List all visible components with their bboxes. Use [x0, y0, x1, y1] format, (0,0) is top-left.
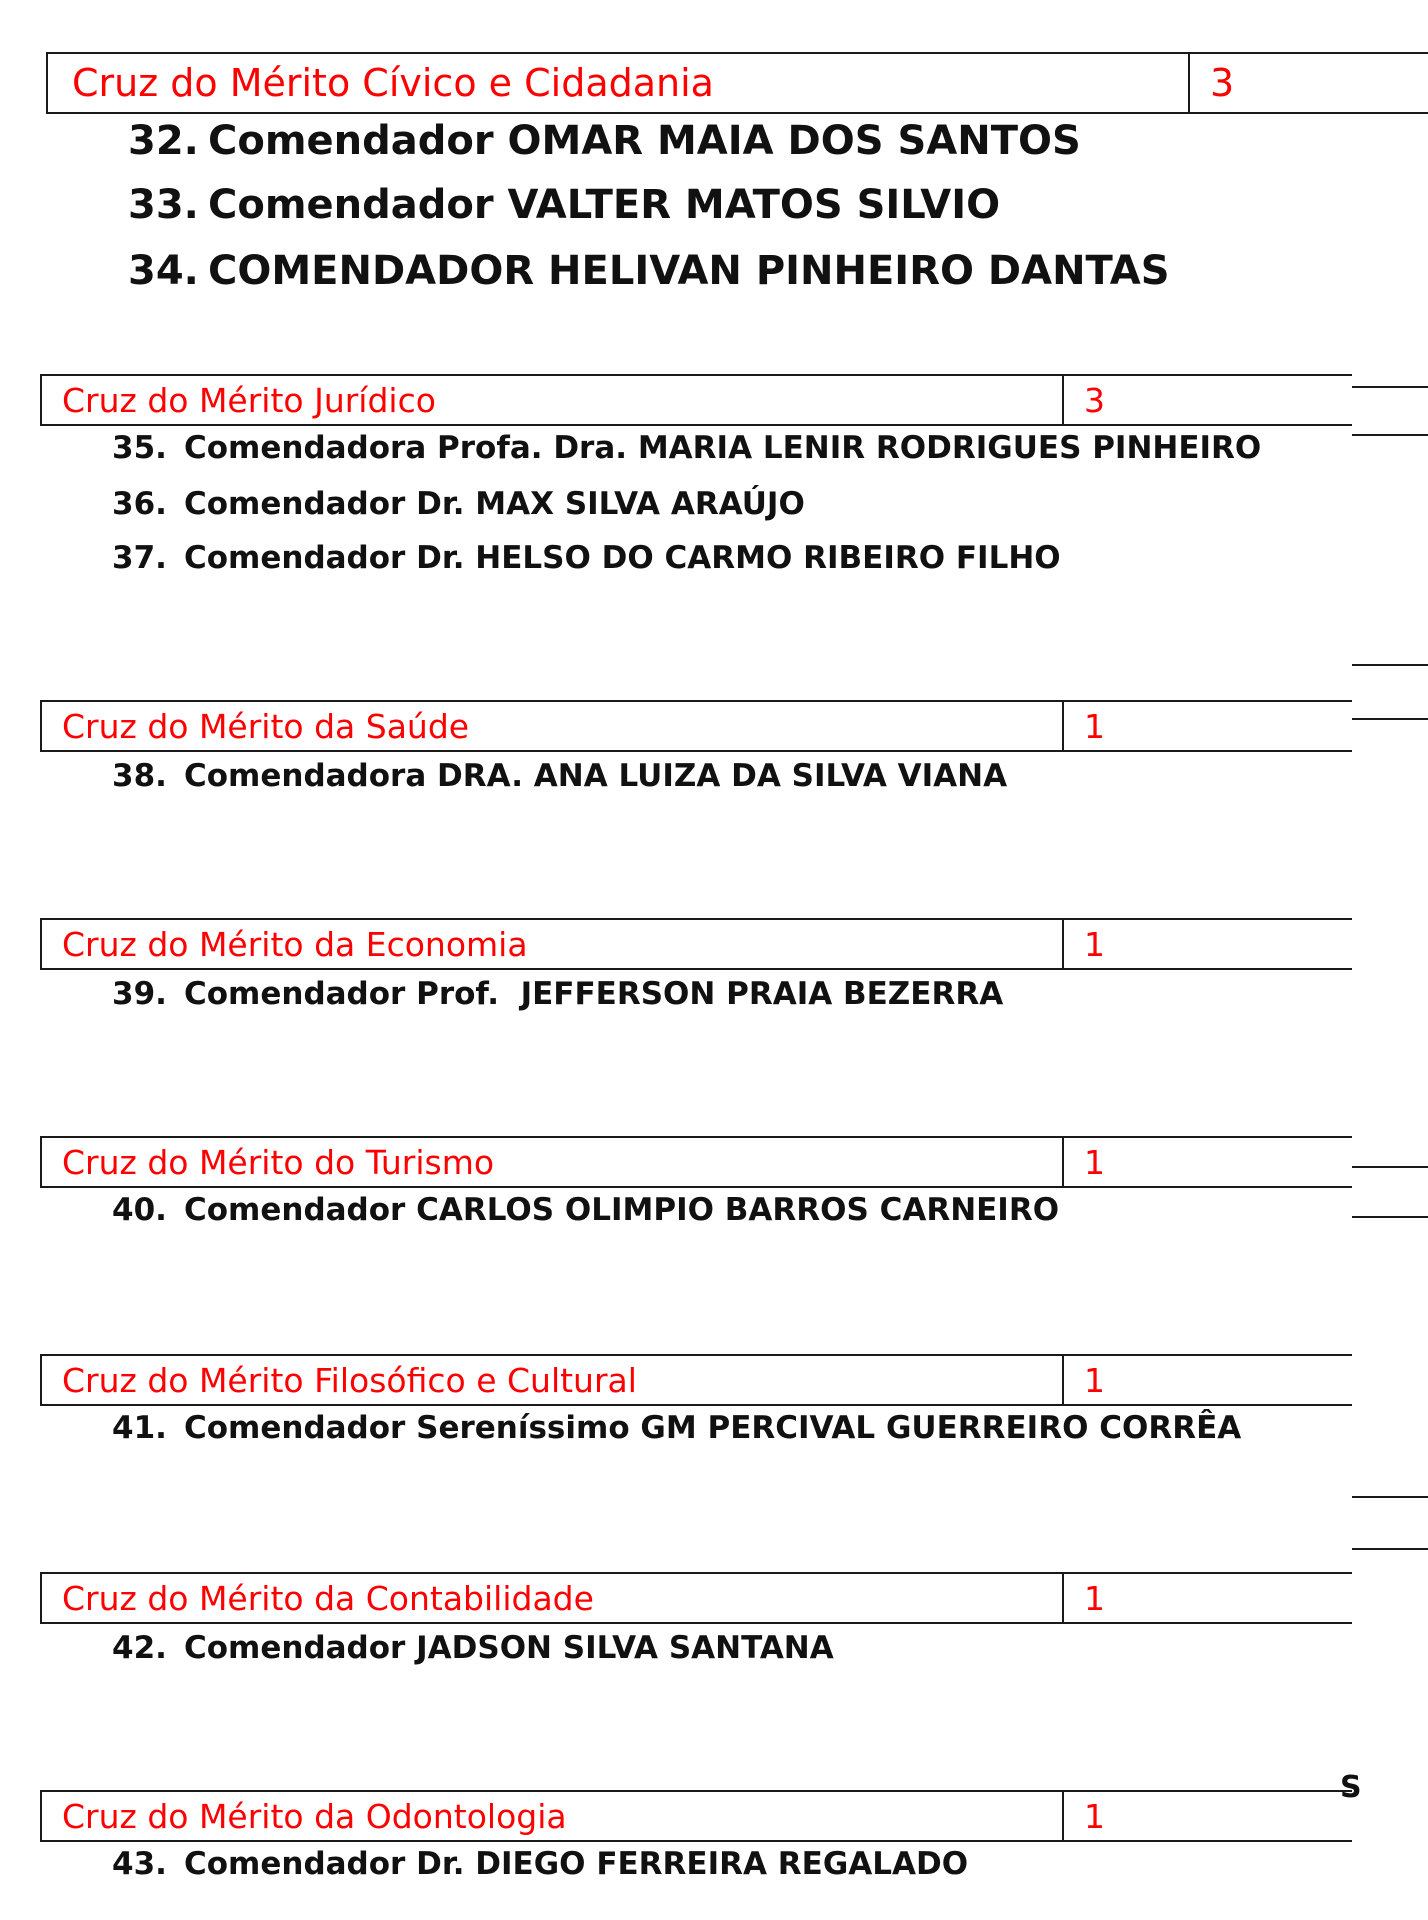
category-header	[40, 1136, 1352, 1188]
item-number: 34.	[128, 248, 199, 294]
rule-fragment	[1352, 1496, 1428, 1498]
category-count: 1	[1084, 1796, 1105, 1836]
category-label: Cruz do Mérito Cívico e Cidadania	[48, 54, 1190, 112]
category-header	[40, 1354, 1352, 1406]
item-number: 39.	[112, 976, 167, 1012]
category-label: Cruz do Mérito Filosófico e Cultural	[42, 1356, 1064, 1404]
item-number: 38.	[112, 758, 167, 794]
item-number: 43.	[112, 1846, 167, 1882]
rule-fragment	[1352, 1548, 1428, 1550]
category-header	[40, 374, 1352, 426]
list-item	[112, 758, 1007, 794]
rule-fragment	[1352, 718, 1428, 720]
category-label: Cruz do Mérito da Odontologia	[42, 1792, 1064, 1840]
category-header	[40, 1572, 1352, 1624]
category-label: Cruz do Mérito da Contabilidade	[42, 1574, 1064, 1622]
list-item	[128, 118, 1081, 164]
category-label: Cruz do Mérito da Saúde	[42, 702, 1064, 750]
category-count: 3	[1084, 380, 1105, 420]
category-count: 3	[1210, 61, 1235, 105]
rule-fragment	[1352, 664, 1428, 666]
item-number: 42.	[112, 1630, 167, 1666]
category-count: 1	[1084, 706, 1105, 746]
item-number: 36.	[112, 486, 167, 522]
item-number: 35.	[112, 430, 167, 466]
item-name: Comendadora DRA. ANA LUIZA DA SILVA VIANA	[184, 758, 1008, 794]
item-number: 41.	[112, 1410, 167, 1446]
rule-fragment	[1352, 1166, 1428, 1168]
category-label: Cruz do Mérito Jurídico	[42, 376, 1064, 424]
category-count: 1	[1084, 1578, 1105, 1618]
item-name: COMENDADOR HELIVAN PINHEIRO DANTAS	[208, 248, 1170, 294]
list-item	[112, 430, 1261, 466]
item-name: Comendador Sereníssimo GM PERCIVAL GUERREIRO CORRÊA	[184, 1410, 1242, 1446]
item-name: Comendador OMAR MAIA DOS SANTOS	[208, 118, 1081, 164]
category-label: Cruz do Mérito da Economia	[42, 920, 1064, 968]
category-label: Cruz do Mérito do Turismo	[42, 1138, 1064, 1186]
item-name: Comendador Dr. DIEGO FERREIRA REGALADO	[184, 1846, 969, 1882]
text-fragment: S	[1340, 1770, 1362, 1805]
list-item	[112, 486, 805, 522]
rule-fragment	[1352, 386, 1428, 388]
list-item	[112, 540, 1061, 576]
category-count: 1	[1084, 924, 1105, 964]
item-number: 32.	[128, 118, 199, 164]
item-name: Comendador Dr. HELSO DO CARMO RIBEIRO FILHO	[184, 540, 1061, 576]
category-header	[40, 1790, 1352, 1842]
rule-fragment	[1352, 434, 1428, 436]
list-item	[128, 182, 1000, 228]
rule-fragment	[1352, 1216, 1428, 1218]
item-number: 37.	[112, 540, 167, 576]
category-count: 1	[1084, 1142, 1105, 1182]
item-number: 33.	[128, 182, 199, 228]
list-item	[112, 1846, 968, 1882]
list-item	[112, 1630, 834, 1666]
item-name: Comendadora Profa. Dra. MARIA LENIR RODRIGUES PINHEIRO	[184, 430, 1262, 466]
item-name: Comendador Prof. JEFFERSON PRAIA BEZERRA	[184, 976, 1004, 1012]
list-item	[128, 248, 1170, 294]
category-header	[40, 918, 1352, 970]
item-number: 40.	[112, 1192, 167, 1228]
item-name: Comendador CARLOS OLIMPIO BARROS CARNEIRO	[184, 1192, 1060, 1228]
category-header	[40, 700, 1352, 752]
item-name: Comendador VALTER MATOS SILVIO	[208, 182, 1001, 228]
category-header	[46, 52, 1428, 114]
item-name: Comendador Dr. MAX SILVA ARAÚJO	[184, 486, 805, 522]
list-item	[112, 1192, 1059, 1228]
list-item	[112, 976, 1003, 1012]
item-name: Comendador JADSON SILVA SANTANA	[184, 1630, 834, 1666]
category-count: 1	[1084, 1360, 1105, 1400]
list-item	[112, 1410, 1241, 1446]
